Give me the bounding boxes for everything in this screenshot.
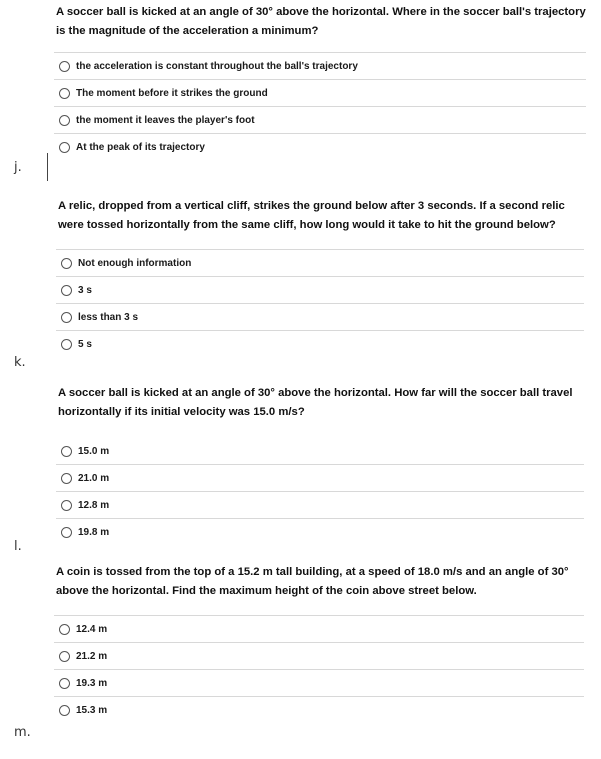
option-0[interactable] (56, 437, 584, 464)
radio-button[interactable] (61, 312, 72, 323)
question-l (56, 384, 584, 545)
option-label: 5 s (78, 338, 92, 350)
question-j (54, 3, 586, 160)
question-letter-j: j. (14, 160, 22, 175)
question-text: A soccer ball is kicked at an angle of 30° above the horizontal. How far will the soccer ball travel horizontally if its initial velocity was 15.0 m/s? (58, 387, 573, 418)
question-k (56, 197, 584, 357)
option-label: The moment before it strikes the ground (76, 87, 268, 99)
option-label: less than 3 s (78, 311, 139, 323)
radio-button[interactable] (59, 115, 70, 126)
option-label: the moment it leaves the player's foot (76, 114, 255, 126)
radio-button[interactable] (59, 142, 70, 153)
option-1[interactable] (54, 642, 584, 669)
option-2[interactable] (56, 303, 584, 330)
radio-button[interactable] (59, 61, 70, 72)
radio-button[interactable] (61, 527, 72, 538)
radio-button[interactable] (61, 339, 72, 350)
question-text: A soccer ball is kicked at an angle of 30° above the horizontal. Where in the soccer ball's trajectory is the magnitude of the acceleration a minimum? (56, 6, 586, 37)
option-1[interactable] (56, 464, 584, 491)
option-label: 3 s (78, 284, 92, 296)
radio-button[interactable] (59, 678, 70, 689)
option-label: 12.4 m (76, 623, 108, 635)
options-list (54, 615, 584, 723)
option-label: 21.0 m (78, 472, 110, 484)
radio-button[interactable] (61, 500, 72, 511)
options-list (56, 437, 584, 545)
option-label: 12.8 m (78, 499, 110, 511)
question-letter-l: l. (14, 539, 22, 554)
option-2[interactable] (56, 491, 584, 518)
radio-button[interactable] (61, 446, 72, 457)
radio-button[interactable] (61, 285, 72, 296)
radio-button[interactable] (61, 473, 72, 484)
option-2[interactable] (54, 106, 586, 133)
option-0[interactable] (54, 615, 584, 642)
option-2[interactable] (54, 669, 584, 696)
radio-button[interactable] (61, 258, 72, 269)
question-letter-m: m. (14, 725, 31, 740)
text-cursor (47, 153, 48, 181)
option-1[interactable] (56, 276, 584, 303)
options-list (54, 52, 586, 160)
question-text: A relic, dropped from a vertical cliff, strikes the ground below after 3 seconds. If a second relic were tossed horizontally from the same cliff, how long would it take to hit the ground below? (58, 200, 565, 231)
option-label: the acceleration is constant throughout the ball's trajectory (76, 60, 358, 72)
option-label: 15.0 m (78, 445, 110, 457)
option-0[interactable] (56, 249, 584, 276)
option-3[interactable] (54, 696, 584, 723)
radio-button[interactable] (59, 624, 70, 635)
question-letter-k: k. (14, 355, 26, 370)
option-label: 15.3 m (76, 704, 108, 716)
option-3[interactable] (56, 330, 584, 357)
option-label: Not enough information (78, 257, 192, 269)
question-text: A coin is tossed from the top of a 15.2 m tall building, at a speed of 18.0 m/s and an angle of 30° above the horizontal. Find the maximum height of the coin above street below. (56, 566, 569, 597)
option-1[interactable] (54, 79, 586, 106)
option-3[interactable] (56, 518, 584, 545)
option-label: 19.3 m (76, 677, 108, 689)
option-label: 21.2 m (76, 650, 108, 662)
options-list (56, 249, 584, 357)
radio-button[interactable] (59, 651, 70, 662)
option-3[interactable] (54, 133, 586, 160)
radio-button[interactable] (59, 88, 70, 99)
option-label: 19.8 m (78, 526, 110, 538)
radio-button[interactable] (59, 705, 70, 716)
option-label: At the peak of its trajectory (76, 141, 205, 153)
question-m (54, 563, 584, 723)
option-0[interactable] (54, 52, 586, 79)
